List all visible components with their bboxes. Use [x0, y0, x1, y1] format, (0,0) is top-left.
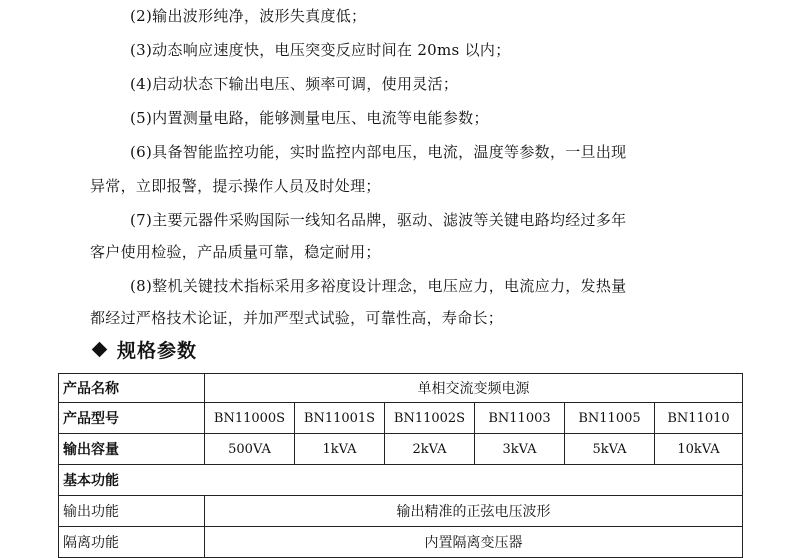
feature-5: (5)内置测量电路，能够测量电压、电流等电能参数； [130, 109, 489, 127]
row-output-function [59, 496, 743, 527]
feature-7-line2: 客户使用检验，产品质量可靠，稳定耐用； [90, 243, 381, 261]
capacity-cell: 5kVA [565, 434, 655, 465]
row-product-name [59, 374, 743, 403]
output-function-label: 输出功能 [59, 496, 205, 527]
capacity-label: 输出容量 [59, 434, 205, 465]
capacity-cell: 1kVA [295, 434, 385, 465]
capacity-cell: 500VA [205, 434, 295, 465]
product-name-label: 产品名称 [59, 374, 205, 403]
capacity-cell: 3kVA [475, 434, 565, 465]
spec-table [58, 373, 743, 558]
feature-3: (3)动态响应速度快，电压突变反应时间在 20ms 以内； [130, 41, 511, 59]
diamond-bullet-icon [92, 342, 108, 358]
product-name-value: 单相交流变频电源 [205, 374, 743, 403]
model-cell: BN11005 [565, 403, 655, 434]
feature-4: (4)启动状态下输出电压、频率可调，使用灵活； [130, 75, 459, 93]
capacity-cell: 10kVA [655, 434, 743, 465]
model-cell: BN11003 [475, 403, 565, 434]
feature-8-line1: (8)整机关键技术指标采用多裕度设计理念，电压应力，电流应力，发热量 [130, 277, 627, 295]
isolation-label: 隔离功能 [59, 527, 205, 558]
capacity-cell: 2kVA [385, 434, 475, 465]
feature-7-line1: (7)主要元器件采购国际一线知名品牌，驱动、滤波等关键电路均经过多年 [130, 211, 627, 229]
model-cell: BN11002S [385, 403, 475, 434]
feature-8-line2: 都经过严格技术论证，并加严型式试验，可靠性高，寿命长； [90, 309, 504, 327]
row-capacity [59, 434, 743, 465]
feature-2: (2)输出波形纯净，波形失真度低； [130, 7, 367, 25]
model-cell: BN11001S [295, 403, 385, 434]
model-label: 产品型号 [59, 403, 205, 434]
feature-6-line1: (6)具备智能监控功能，实时监控内部电压，电流，温度等参数，一旦出现 [130, 143, 627, 161]
spec-section-title: 规格参数 [117, 340, 198, 362]
basic-function-label: 基本功能 [59, 465, 743, 496]
model-cell: BN11000S [205, 403, 295, 434]
row-model [59, 403, 743, 434]
isolation-value: 内置隔离变压器 [205, 527, 743, 558]
feature-6-line2: 异常，立即报警，提示操作人员及时处理； [90, 177, 381, 195]
model-cell: BN11010 [655, 403, 743, 434]
spec-section-heading [90, 336, 197, 363]
row-isolation [59, 527, 743, 558]
output-function-value: 输出精准的正弦电压波形 [205, 496, 743, 527]
row-basic-function [59, 465, 743, 496]
